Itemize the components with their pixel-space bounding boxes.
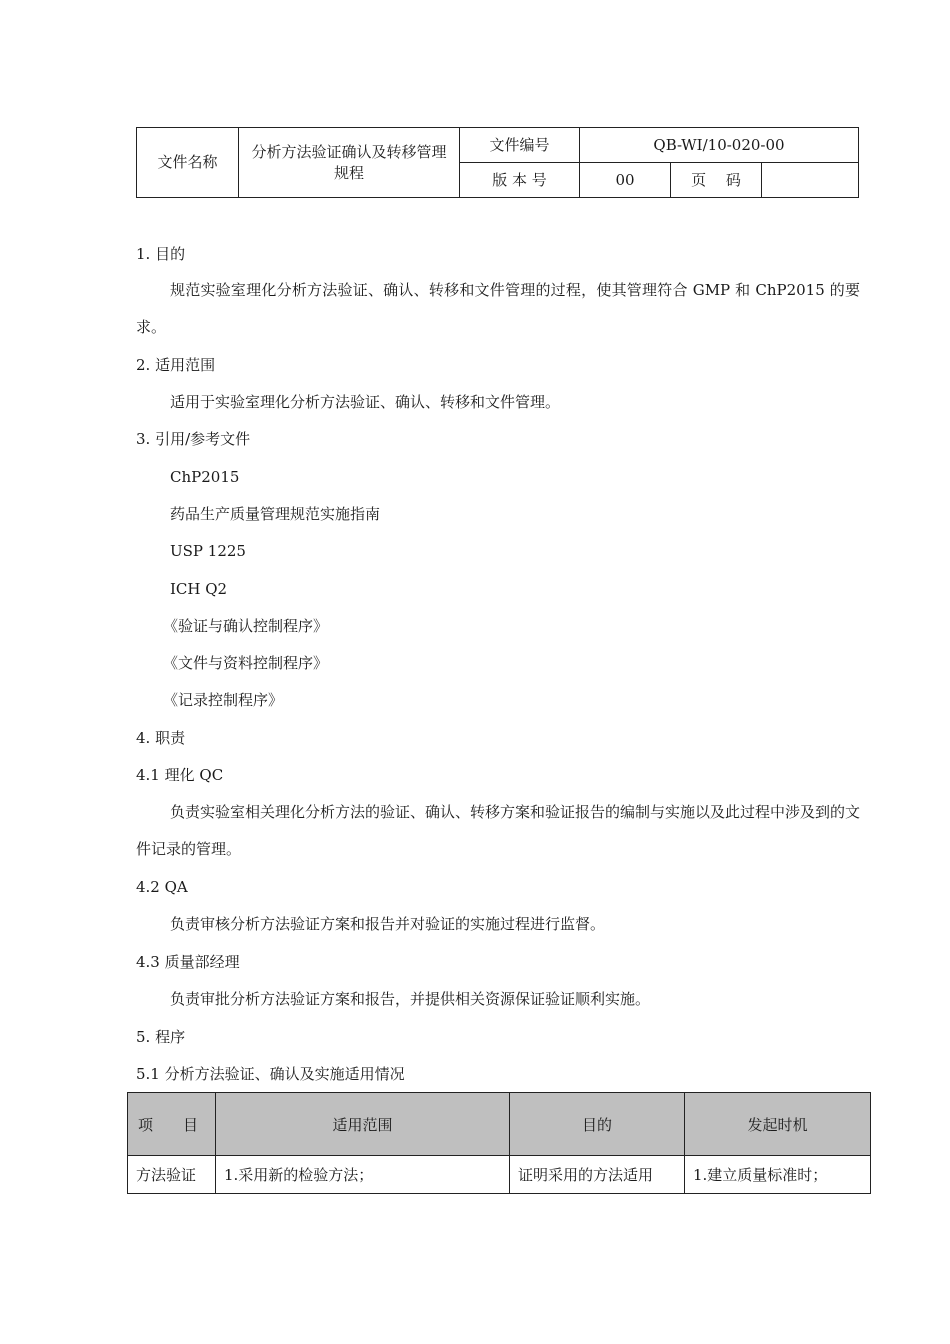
reference-item: ICH Q2 [170,580,228,598]
reference-item: USP 1225 [170,542,246,560]
version-label: 版 本 号 [460,163,580,198]
section-4-2-text: 负责审核分析方法验证方案和报告并对验证的实施过程进行监督。 [170,915,606,933]
section-4-3-text: 负责审批分析方法验证方案和报告，并提供相关资源保证验证顺利实施。 [170,990,651,1008]
section-1-title: 1. 目的 [136,245,186,263]
reference-item: 《记录控制程序》 [163,691,284,709]
document-header-table [136,127,859,198]
reference-item: 《验证与确认控制程序》 [163,617,329,635]
applicability-table [127,1092,871,1194]
table-row [128,1156,871,1194]
table-cell: 方法验证 [128,1156,216,1194]
section-4-1-text: 负责实验室相关理化分析方法的验证、确认、转移方案和验证报告的编制与实施以及此过程中涉及到的文件记录的管理。 [136,803,861,858]
file-name-label: 文件名称 [137,128,239,198]
reference-item: ChP2015 [170,468,240,486]
table-cell: 1.建立质量标准时； [685,1156,871,1194]
table-header-row [128,1093,871,1156]
section-5-1-title: 5.1 分析方法验证、确认及实施适用情况 [136,1065,405,1083]
section-4-3-title: 4.3 质量部经理 [136,953,240,971]
section-4-title: 4. 职责 [136,729,186,747]
reference-item: 药品生产质量管理规范实施指南 [170,505,381,523]
page-value [762,163,859,198]
section-1-text: 规范实验室理化分析方法验证、确认、转移和文件管理的过程，使其管理符合 GMP 和 ChP2015 的要求。 [136,281,860,336]
file-code-label: 文件编号 [460,128,580,163]
table-header-cell: 目的 [510,1093,685,1156]
page-label: 页 码 [671,163,762,198]
table-cell: 证明采用的方法适用 [510,1156,685,1194]
section-2-text: 适用于实验室理化分析方法验证、确认、转移和文件管理。 [170,393,561,411]
file-name-value: 分析方法验证确认及转移管理规程 [239,128,460,198]
section-4-2-title: 4.2 QA [136,878,188,896]
section-3-title: 3. 引用/参考文件 [136,430,251,448]
version-value: 00 [580,163,671,198]
section-4-1-title: 4.1 理化 QC [136,766,224,784]
table-header-cell: 发起时机 [685,1093,871,1156]
section-5-title: 5. 程序 [136,1028,186,1046]
section-2-title: 2. 适用范围 [136,356,216,374]
table-cell: 1.采用新的检验方法； [216,1156,510,1194]
file-code-value: QB-WI/10-020-00 [580,128,859,163]
reference-item: 《文件与资料控制程序》 [163,654,329,672]
table-header-cell: 项 目 [128,1093,216,1156]
table-header-cell: 适用范围 [216,1093,510,1156]
